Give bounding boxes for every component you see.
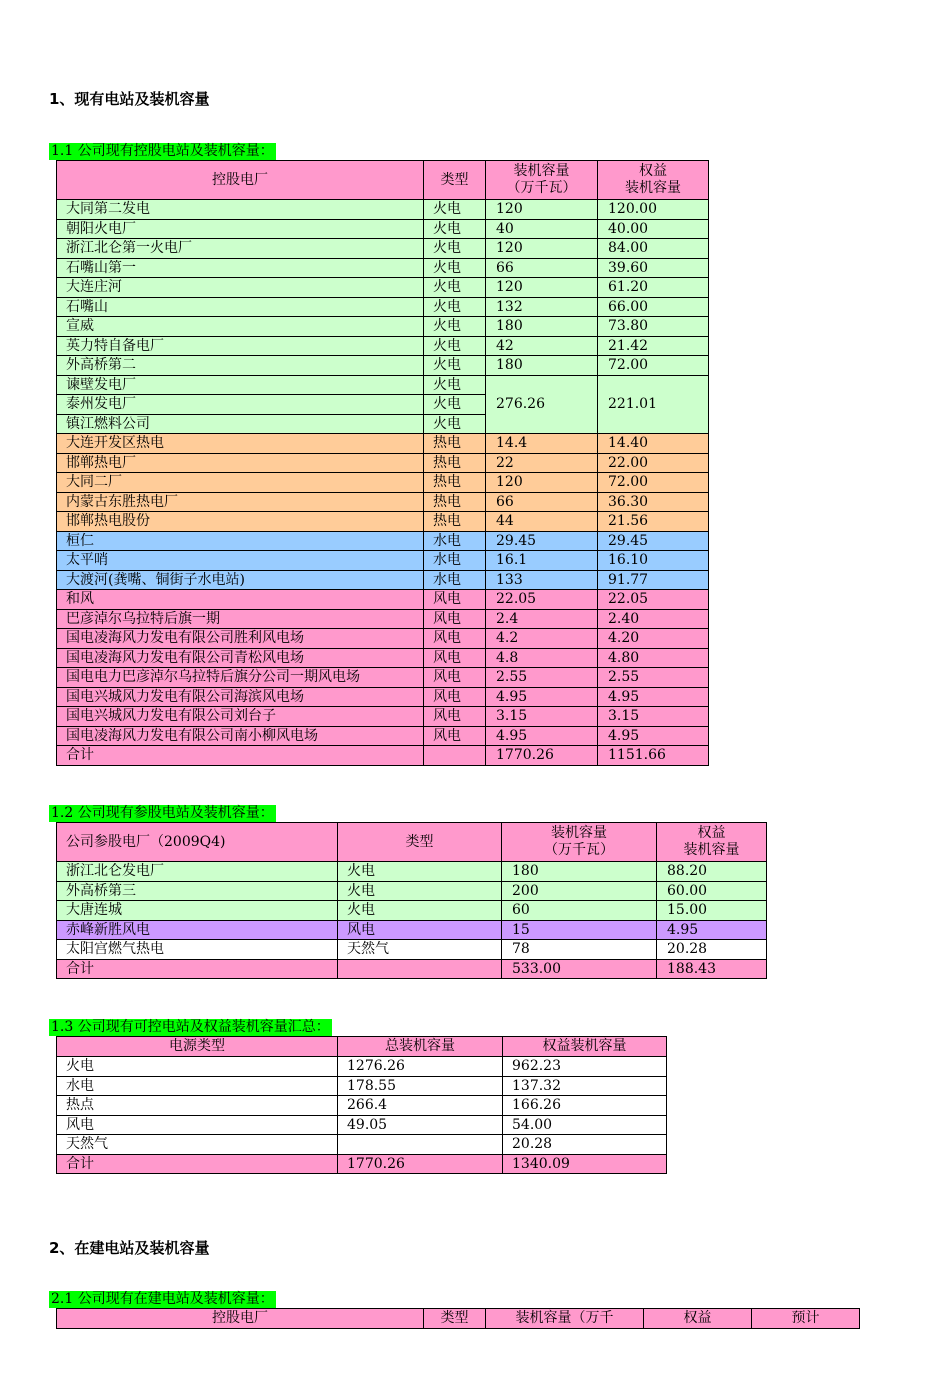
col-header-type: 类型 — [338, 823, 502, 862]
capacity-cell: 44 — [486, 512, 598, 532]
table-row — [57, 862, 767, 882]
total-equity: 1151.66 — [598, 746, 709, 766]
table-row — [57, 1057, 667, 1077]
station-type: 风电 — [424, 668, 486, 688]
station-type: 热电 — [424, 473, 486, 493]
total-row — [57, 1154, 667, 1174]
station-type: 火电 — [338, 862, 502, 882]
equity-capacity-cell: 962.23 — [503, 1057, 667, 1077]
total-type-empty — [338, 959, 502, 979]
equity-cell: 29.45 — [598, 531, 709, 551]
equity-cell: 84.00 — [598, 239, 709, 259]
col-header-total-capacity: 总装机容量 — [338, 1037, 503, 1057]
holding-stations-table — [56, 160, 709, 766]
station-name: 外高桥第二 — [57, 356, 424, 376]
station-type: 热电 — [424, 453, 486, 473]
station-name: 太平哨 — [57, 551, 424, 571]
table-row — [57, 1115, 667, 1135]
capacity-cell: 40 — [486, 219, 598, 239]
total-type-empty — [424, 746, 486, 766]
station-name: 国电凌海风力发电有限公司南小柳风电场 — [57, 726, 424, 746]
col-header-equity-capacity: 权益装机容量 — [503, 1037, 667, 1057]
equity-cell: 120.00 — [598, 200, 709, 220]
capacity-cell: 22.05 — [486, 590, 598, 610]
capacity-cell: 120 — [486, 239, 598, 259]
station-name: 大渡河(龚嘴、铜街子水电站) — [57, 570, 424, 590]
table-row — [57, 668, 709, 688]
capacity-cell: 120 — [486, 473, 598, 493]
table-row — [57, 1135, 667, 1155]
capacity-cell: 22 — [486, 453, 598, 473]
station-name: 巴彦淖尔乌拉特后旗一期 — [57, 609, 424, 629]
total-capacity-cell — [338, 1135, 503, 1155]
total-label: 合计 — [57, 1154, 338, 1174]
equity-cell: 15.00 — [657, 901, 767, 921]
capacity-cell: 180 — [486, 356, 598, 376]
station-name: 大同第二发电 — [57, 200, 424, 220]
total-equity: 1340.09 — [503, 1154, 667, 1174]
col-header-capacity: 装机容量（万千 — [486, 1309, 644, 1329]
col-header-capacity: 装机容量 （万千瓦） — [502, 823, 657, 862]
station-name: 太阳宫燃气热电 — [57, 940, 338, 960]
station-name: 朝阳火电厂 — [57, 219, 424, 239]
station-type: 风电 — [424, 629, 486, 649]
equity-cell: 66.00 — [598, 297, 709, 317]
table-row — [57, 570, 709, 590]
col-header-equity: 权益 装机容量 — [657, 823, 767, 862]
capacity-cell: 132 — [486, 297, 598, 317]
station-type: 火电 — [424, 239, 486, 259]
station-type: 火电 — [424, 200, 486, 220]
station-type: 火电 — [424, 375, 486, 395]
total-label: 合计 — [57, 746, 424, 766]
construction-stations-table — [56, 1308, 860, 1329]
power-type: 热点 — [57, 1096, 338, 1116]
table-row — [57, 375, 709, 395]
equity-cell: 4.20 — [598, 629, 709, 649]
capacity-cell: 14.4 — [486, 434, 598, 454]
equity-cell: 60.00 — [657, 881, 767, 901]
station-type: 风电 — [424, 609, 486, 629]
station-type: 风电 — [424, 590, 486, 610]
capacity-cell: 29.45 — [486, 531, 598, 551]
station-type: 热电 — [424, 512, 486, 532]
table-1-3-caption: 1.3 公司现有可控电站及权益装机容量汇总： — [51, 1019, 330, 1035]
equity-cell: 4.95 — [598, 726, 709, 746]
col-header-name: 控股电厂 — [57, 1309, 424, 1329]
capacity-cell: 180 — [502, 862, 657, 882]
col-header-planned: 预计 — [752, 1309, 860, 1329]
station-type: 火电 — [338, 881, 502, 901]
equity-capacity-cell: 166.26 — [503, 1096, 667, 1116]
table-row — [57, 356, 709, 376]
table-row — [57, 881, 767, 901]
station-name: 浙江北仑第一火电厂 — [57, 239, 424, 259]
station-name: 邯郸热电股份 — [57, 512, 424, 532]
station-name: 内蒙古东胜热电厂 — [57, 492, 424, 512]
station-type: 风电 — [424, 687, 486, 707]
table-row — [57, 492, 709, 512]
power-type: 火电 — [57, 1057, 338, 1077]
equity-cell: 4.95 — [598, 687, 709, 707]
capacity-cell: 180 — [486, 317, 598, 337]
capacity-cell: 16.1 — [486, 551, 598, 571]
table-row — [57, 687, 709, 707]
station-type: 火电 — [424, 395, 486, 415]
station-name: 国电凌海风力发电有限公司青松风电场 — [57, 648, 424, 668]
station-name: 国电兴城风力发电有限公司海滨风电场 — [57, 687, 424, 707]
capacity-cell: 3.15 — [486, 707, 598, 727]
station-type: 水电 — [424, 551, 486, 571]
table-row — [57, 239, 709, 259]
col-header-equity: 权益 装机容量 — [598, 161, 709, 200]
total-capacity: 1770.26 — [486, 746, 598, 766]
station-name: 大连庄河 — [57, 278, 424, 298]
table-1-2-caption: 1.2 公司现有参股电站及装机容量： — [51, 805, 274, 821]
station-type: 火电 — [424, 258, 486, 278]
station-name: 国电兴城风力发电有限公司刘台子 — [57, 707, 424, 727]
station-type: 风电 — [424, 707, 486, 727]
equity-cell: 20.28 — [657, 940, 767, 960]
equity-cell: 22.00 — [598, 453, 709, 473]
station-type: 火电 — [424, 297, 486, 317]
station-name: 石嘴山第一 — [57, 258, 424, 278]
capacity-cell: 4.95 — [486, 687, 598, 707]
table-row — [57, 297, 709, 317]
section-2-title: 2、在建电站及装机容量 — [49, 1239, 210, 1257]
col-header-equity: 权益 — [644, 1309, 752, 1329]
equity-cell: 22.05 — [598, 590, 709, 610]
station-type: 水电 — [424, 531, 486, 551]
equity-cell: 21.42 — [598, 336, 709, 356]
station-name: 国电电力巴彦淖尔乌拉特后旗分公司一期风电场 — [57, 668, 424, 688]
station-name: 桓仁 — [57, 531, 424, 551]
equity-cell: 3.15 — [598, 707, 709, 727]
station-type: 火电 — [424, 356, 486, 376]
station-type: 热电 — [424, 434, 486, 454]
capacity-cell: 2.55 — [486, 668, 598, 688]
equity-cell: 21.56 — [598, 512, 709, 532]
table-row — [57, 920, 767, 940]
station-type: 天然气 — [338, 940, 502, 960]
equity-cell: 221.01 — [598, 375, 709, 434]
equity-cell: 61.20 — [598, 278, 709, 298]
capacity-cell: 42 — [486, 336, 598, 356]
total-capacity: 533.00 — [502, 959, 657, 979]
table-row — [57, 1076, 667, 1096]
table-row — [57, 901, 767, 921]
total-row — [57, 959, 767, 979]
table-row — [57, 707, 709, 727]
capacity-cell: 133 — [486, 570, 598, 590]
station-type: 火电 — [424, 336, 486, 356]
station-name: 国电凌海风力发电有限公司胜利风电场 — [57, 629, 424, 649]
station-type: 风电 — [424, 648, 486, 668]
participating-stations-table — [56, 822, 767, 979]
total-row — [57, 746, 709, 766]
capacity-cell: 66 — [486, 492, 598, 512]
table-row — [57, 317, 709, 337]
table-1-1-caption: 1.1 公司现有控股电站及装机容量： — [51, 143, 274, 159]
section-1-title: 1、现有电站及装机容量 — [49, 90, 210, 108]
capacity-cell: 66 — [486, 258, 598, 278]
table-row — [57, 336, 709, 356]
station-name: 泰州发电厂 — [57, 395, 424, 415]
table-row — [57, 590, 709, 610]
capacity-cell: 4.8 — [486, 648, 598, 668]
total-label: 合计 — [57, 959, 338, 979]
total-capacity: 1770.26 — [338, 1154, 503, 1174]
equity-cell: 72.00 — [598, 473, 709, 493]
station-name: 邯郸热电厂 — [57, 453, 424, 473]
station-type: 水电 — [424, 570, 486, 590]
total-capacity-cell: 1276.26 — [338, 1057, 503, 1077]
station-name: 镇江燃料公司 — [57, 414, 424, 434]
station-name: 和风 — [57, 590, 424, 610]
table-row — [57, 940, 767, 960]
station-name: 大连开发区热电 — [57, 434, 424, 454]
table-row — [57, 1096, 667, 1116]
station-name: 赤峰新胜风电 — [57, 920, 338, 940]
station-type: 火电 — [338, 901, 502, 921]
equity-cell: 16.10 — [598, 551, 709, 571]
power-type: 水电 — [57, 1076, 338, 1096]
equity-cell: 4.95 — [657, 920, 767, 940]
equity-cell: 73.80 — [598, 317, 709, 337]
table-row — [57, 258, 709, 278]
station-type: 热电 — [424, 492, 486, 512]
capacity-cell: 4.95 — [486, 726, 598, 746]
station-type: 火电 — [424, 278, 486, 298]
station-type: 风电 — [338, 920, 502, 940]
station-type: 火电 — [424, 317, 486, 337]
power-type: 天然气 — [57, 1135, 338, 1155]
equity-cell: 4.80 — [598, 648, 709, 668]
station-type: 火电 — [424, 414, 486, 434]
equity-cell: 40.00 — [598, 219, 709, 239]
station-name: 谏壁发电厂 — [57, 375, 424, 395]
station-name: 大同二厂 — [57, 473, 424, 493]
equity-cell: 2.40 — [598, 609, 709, 629]
equity-cell: 36.30 — [598, 492, 709, 512]
capacity-cell: 4.2 — [486, 629, 598, 649]
table-row — [57, 453, 709, 473]
equity-cell: 91.77 — [598, 570, 709, 590]
station-name: 大唐连城 — [57, 901, 338, 921]
total-capacity-cell: 266.4 — [338, 1096, 503, 1116]
table-row — [57, 609, 709, 629]
table-row — [57, 473, 709, 493]
col-header-power-type: 电源类型 — [57, 1037, 338, 1057]
total-capacity-cell: 49.05 — [338, 1115, 503, 1135]
equity-cell: 14.40 — [598, 434, 709, 454]
col-header-capacity: 装机容量 （万千瓦） — [486, 161, 598, 200]
table-row — [57, 200, 709, 220]
equity-cell: 2.55 — [598, 668, 709, 688]
capacity-cell: 60 — [502, 901, 657, 921]
col-header-name: 控股电厂 — [57, 161, 424, 200]
equity-cell: 39.60 — [598, 258, 709, 278]
station-name: 英力特自备电厂 — [57, 336, 424, 356]
capacity-cell: 200 — [502, 881, 657, 901]
table-row — [57, 648, 709, 668]
table-row — [57, 551, 709, 571]
table-row — [57, 629, 709, 649]
station-name: 宣威 — [57, 317, 424, 337]
station-name: 石嘴山 — [57, 297, 424, 317]
capacity-cell: 78 — [502, 940, 657, 960]
station-name: 外高桥第三 — [57, 881, 338, 901]
capacity-cell: 276.26 — [486, 375, 598, 434]
equity-cell: 72.00 — [598, 356, 709, 376]
table-row — [57, 512, 709, 532]
total-capacity-cell: 178.55 — [338, 1076, 503, 1096]
station-name: 浙江北仑发电厂 — [57, 862, 338, 882]
equity-capacity-cell: 20.28 — [503, 1135, 667, 1155]
capacity-cell: 2.4 — [486, 609, 598, 629]
col-header-name: 公司参股电厂（2009Q4) — [57, 823, 338, 862]
table-row — [57, 726, 709, 746]
table-row — [57, 434, 709, 454]
station-type: 火电 — [424, 219, 486, 239]
equity-capacity-cell: 137.32 — [503, 1076, 667, 1096]
equity-capacity-cell: 54.00 — [503, 1115, 667, 1135]
capacity-cell: 120 — [486, 200, 598, 220]
table-row — [57, 278, 709, 298]
col-header-type: 类型 — [424, 1309, 486, 1329]
capacity-cell: 15 — [502, 920, 657, 940]
capacity-cell: 120 — [486, 278, 598, 298]
station-type: 风电 — [424, 726, 486, 746]
total-equity: 188.43 — [657, 959, 767, 979]
equity-cell: 88.20 — [657, 862, 767, 882]
summary-table — [56, 1036, 667, 1174]
table-row — [57, 219, 709, 239]
power-type: 风电 — [57, 1115, 338, 1135]
table-row — [57, 531, 709, 551]
col-header-type: 类型 — [424, 161, 486, 200]
table-2-1-caption: 2.1 公司现有在建电站及装机容量： — [51, 1291, 274, 1307]
